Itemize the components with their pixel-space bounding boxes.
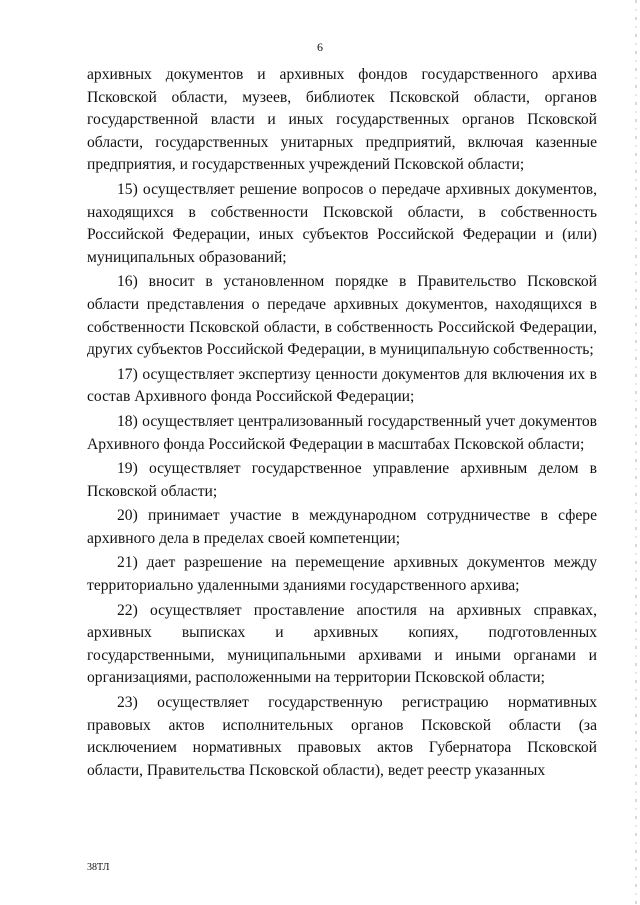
paragraph-item-17: 17) осуществляет экспертизу ценности документов для включения их в состав Архивного фонда Российской Федерации; (87, 365, 597, 406)
paragraph-continuation: архивных документов и архивных фондов государственного архива Псковской области, музеев, библиотек Псковской области, органов государственной власти и иных государственных органов Псковской области, государственных унитарных предприятий, включая казенные предприятия, и государственных учреждений Псковской области; (87, 66, 597, 174)
document-body (87, 64, 597, 782)
page-number: 6 (317, 40, 323, 54)
paragraph-item-16: 16) вносит в установленном порядке в Правительство Псковской области представления о передаче архивных документов, находящихся в собственности Псковской области, в собственность Российской Федерации, других субъектов Российской Федерации, в муниципальную собственность; (87, 273, 597, 359)
footer-code: 38ТЛ (87, 862, 110, 873)
scan-edge-artifact (635, 0, 637, 905)
paragraph-item-15: 15) осуществляет решение вопросов о передаче архивных документов, находящихся в собственности Псковской области, в собственность Российской Федерации, иных субъектов Российской Федерации и (или) муниципальных образований; (87, 180, 597, 266)
paragraph-item-22: 22) осуществляет проставление апостиля на архивных справках, архивных выписках и архивных копиях, подготовленных государственными, муниципальными архивами и иными органами и организациями, расположенными на территории Псковской области; (87, 601, 597, 687)
paragraph-item-21: 21) дает разрешение на перемещение архивных документов между территориально удаленными зданиями государственного архива; (87, 554, 597, 595)
paragraph-item-19: 19) осуществляет государственное управление архивным делом в Псковской области; (87, 460, 597, 500)
paragraph-item-20: 20) принимает участие в международном сотрудничестве в сфере архивного дела в пределах своей компетенции; (87, 507, 597, 547)
paragraph-item-18: 18) осуществляет централизованный государственный учет документов Архивного фонда Российской Федерации в масштабах Псковской области; (87, 412, 597, 453)
paragraph-item-23: 23) осуществляет государственную регистрацию нормативных правовых актов исполнительных органов Псковской области (за исключением нормативных правовых актов Губернатора Псковской области, Правительства Псковской области), ведет реестр указанных (87, 694, 597, 779)
